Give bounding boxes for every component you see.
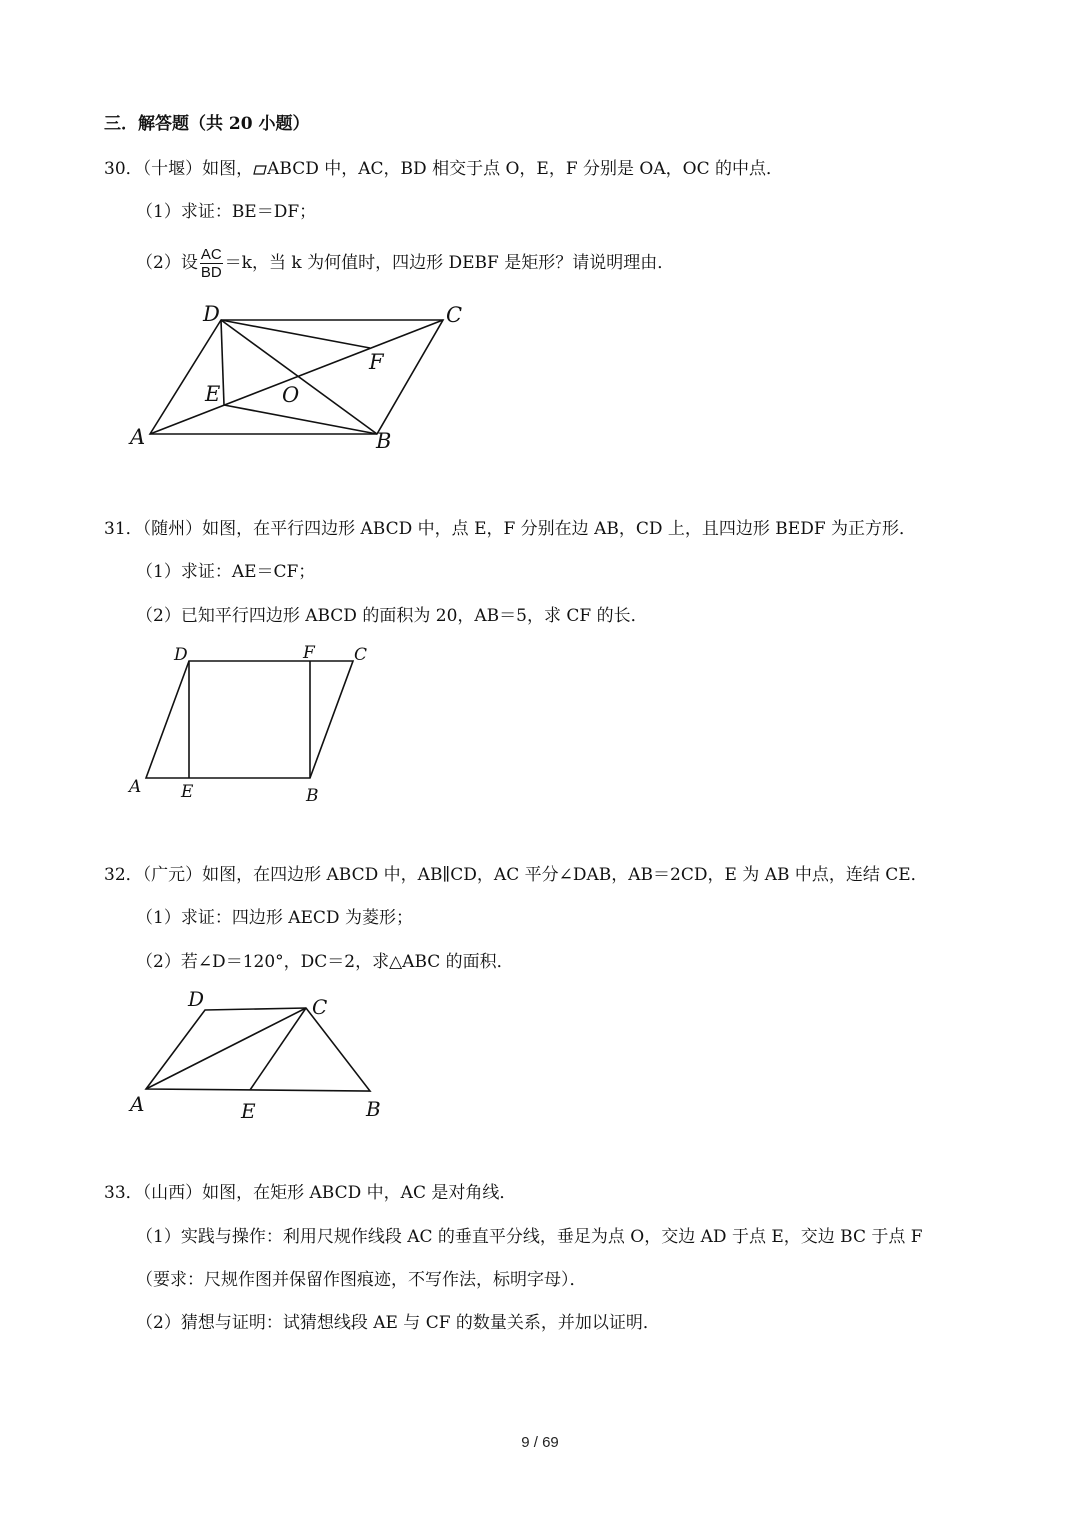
q31-label-e: E — [181, 782, 194, 802]
q30-text-post: ABCD 中，AC，BD 相交于点 O，E，F 分别是 OA，OC 的中点． — [267, 159, 783, 179]
q31-part2: （2）已知平行四边形 ABCD 的面积为 20，AB＝5，求 CF 的长． — [136, 606, 648, 626]
q32-label-c: C — [312, 995, 328, 1019]
q32-label-a: A — [130, 1092, 145, 1116]
q33-part1-line1: （1）实践与操作：利用尺规作线段 AC 的垂直平分线，垂足为点 O，交边 AD 于点 E，交边 BC 于点 F — [136, 1227, 923, 1247]
q30-part1: （1）求证：BE＝DF； — [136, 202, 317, 222]
q31-part1: （1）求证：AE＝CF； — [136, 562, 316, 582]
q30-label-b: B — [376, 429, 392, 453]
q32-statement: 32．（广元）如图，在四边形 ABCD 中，AB∥CD，AC 平分∠DAB，AB＝2CD，E 为 AB 中点，连结 CE． — [104, 865, 928, 885]
q32-segment-ce — [250, 1008, 306, 1090]
q30-label-a: A — [130, 425, 146, 449]
q30-label-c: C — [446, 303, 463, 327]
q30-text-pre: 30．（十堰）如图， — [104, 159, 254, 179]
q32-part1: （1）求证：四边形 AECD 为菱形； — [136, 908, 413, 928]
q32-label-e: E — [241, 1099, 256, 1123]
q30-fraction-numerator: AC — [200, 246, 222, 263]
q31-label-f: F — [303, 643, 315, 663]
q30-fraction-denominator: BD — [200, 264, 222, 281]
q33-part2: （2）猜想与证明：试猜想线段 AE 与 CF 的数量关系，并加以证明． — [136, 1313, 660, 1333]
q30-label-d: D — [203, 302, 220, 326]
q30-part2-post: ＝k，当 k 为何值时，四边形 DEBF 是矩形？请说明理由． — [224, 253, 675, 273]
section-heading: 三．解答题（共 20 小题） — [104, 114, 310, 134]
q31-label-d: D — [174, 645, 188, 665]
q32-label-b: B — [366, 1097, 381, 1121]
q30-part2-pre: （2）设 — [136, 253, 198, 273]
q30-label-e: E — [205, 382, 221, 406]
q33-part1-line2: （要求：尺规作图并保留作图痕迹，不写作法，标明字母）． — [136, 1270, 587, 1290]
q32-part2: （2）若∠D＝120°，DC＝2，求△ABC 的面积． — [136, 952, 514, 972]
q31-label-b: B — [306, 786, 319, 806]
q31-label-a: A — [129, 777, 142, 797]
q32-diagonal-ac — [146, 1008, 306, 1089]
q30-label-f: F — [369, 350, 384, 374]
q30-label-o: O — [282, 383, 300, 407]
q32-label-d: D — [188, 987, 205, 1011]
q31-label-c: C — [354, 645, 368, 665]
page-number: 9 / 69 — [521, 1434, 559, 1451]
q31-statement: 31．（随州）如图，在平行四边形 ABCD 中，点 E，F 分别在边 AB，CD 上，且四边形 BEDF 为正方形． — [104, 519, 917, 539]
q33-statement: 33．（山西）如图，在矩形 ABCD 中，AC 是对角线． — [104, 1183, 517, 1203]
